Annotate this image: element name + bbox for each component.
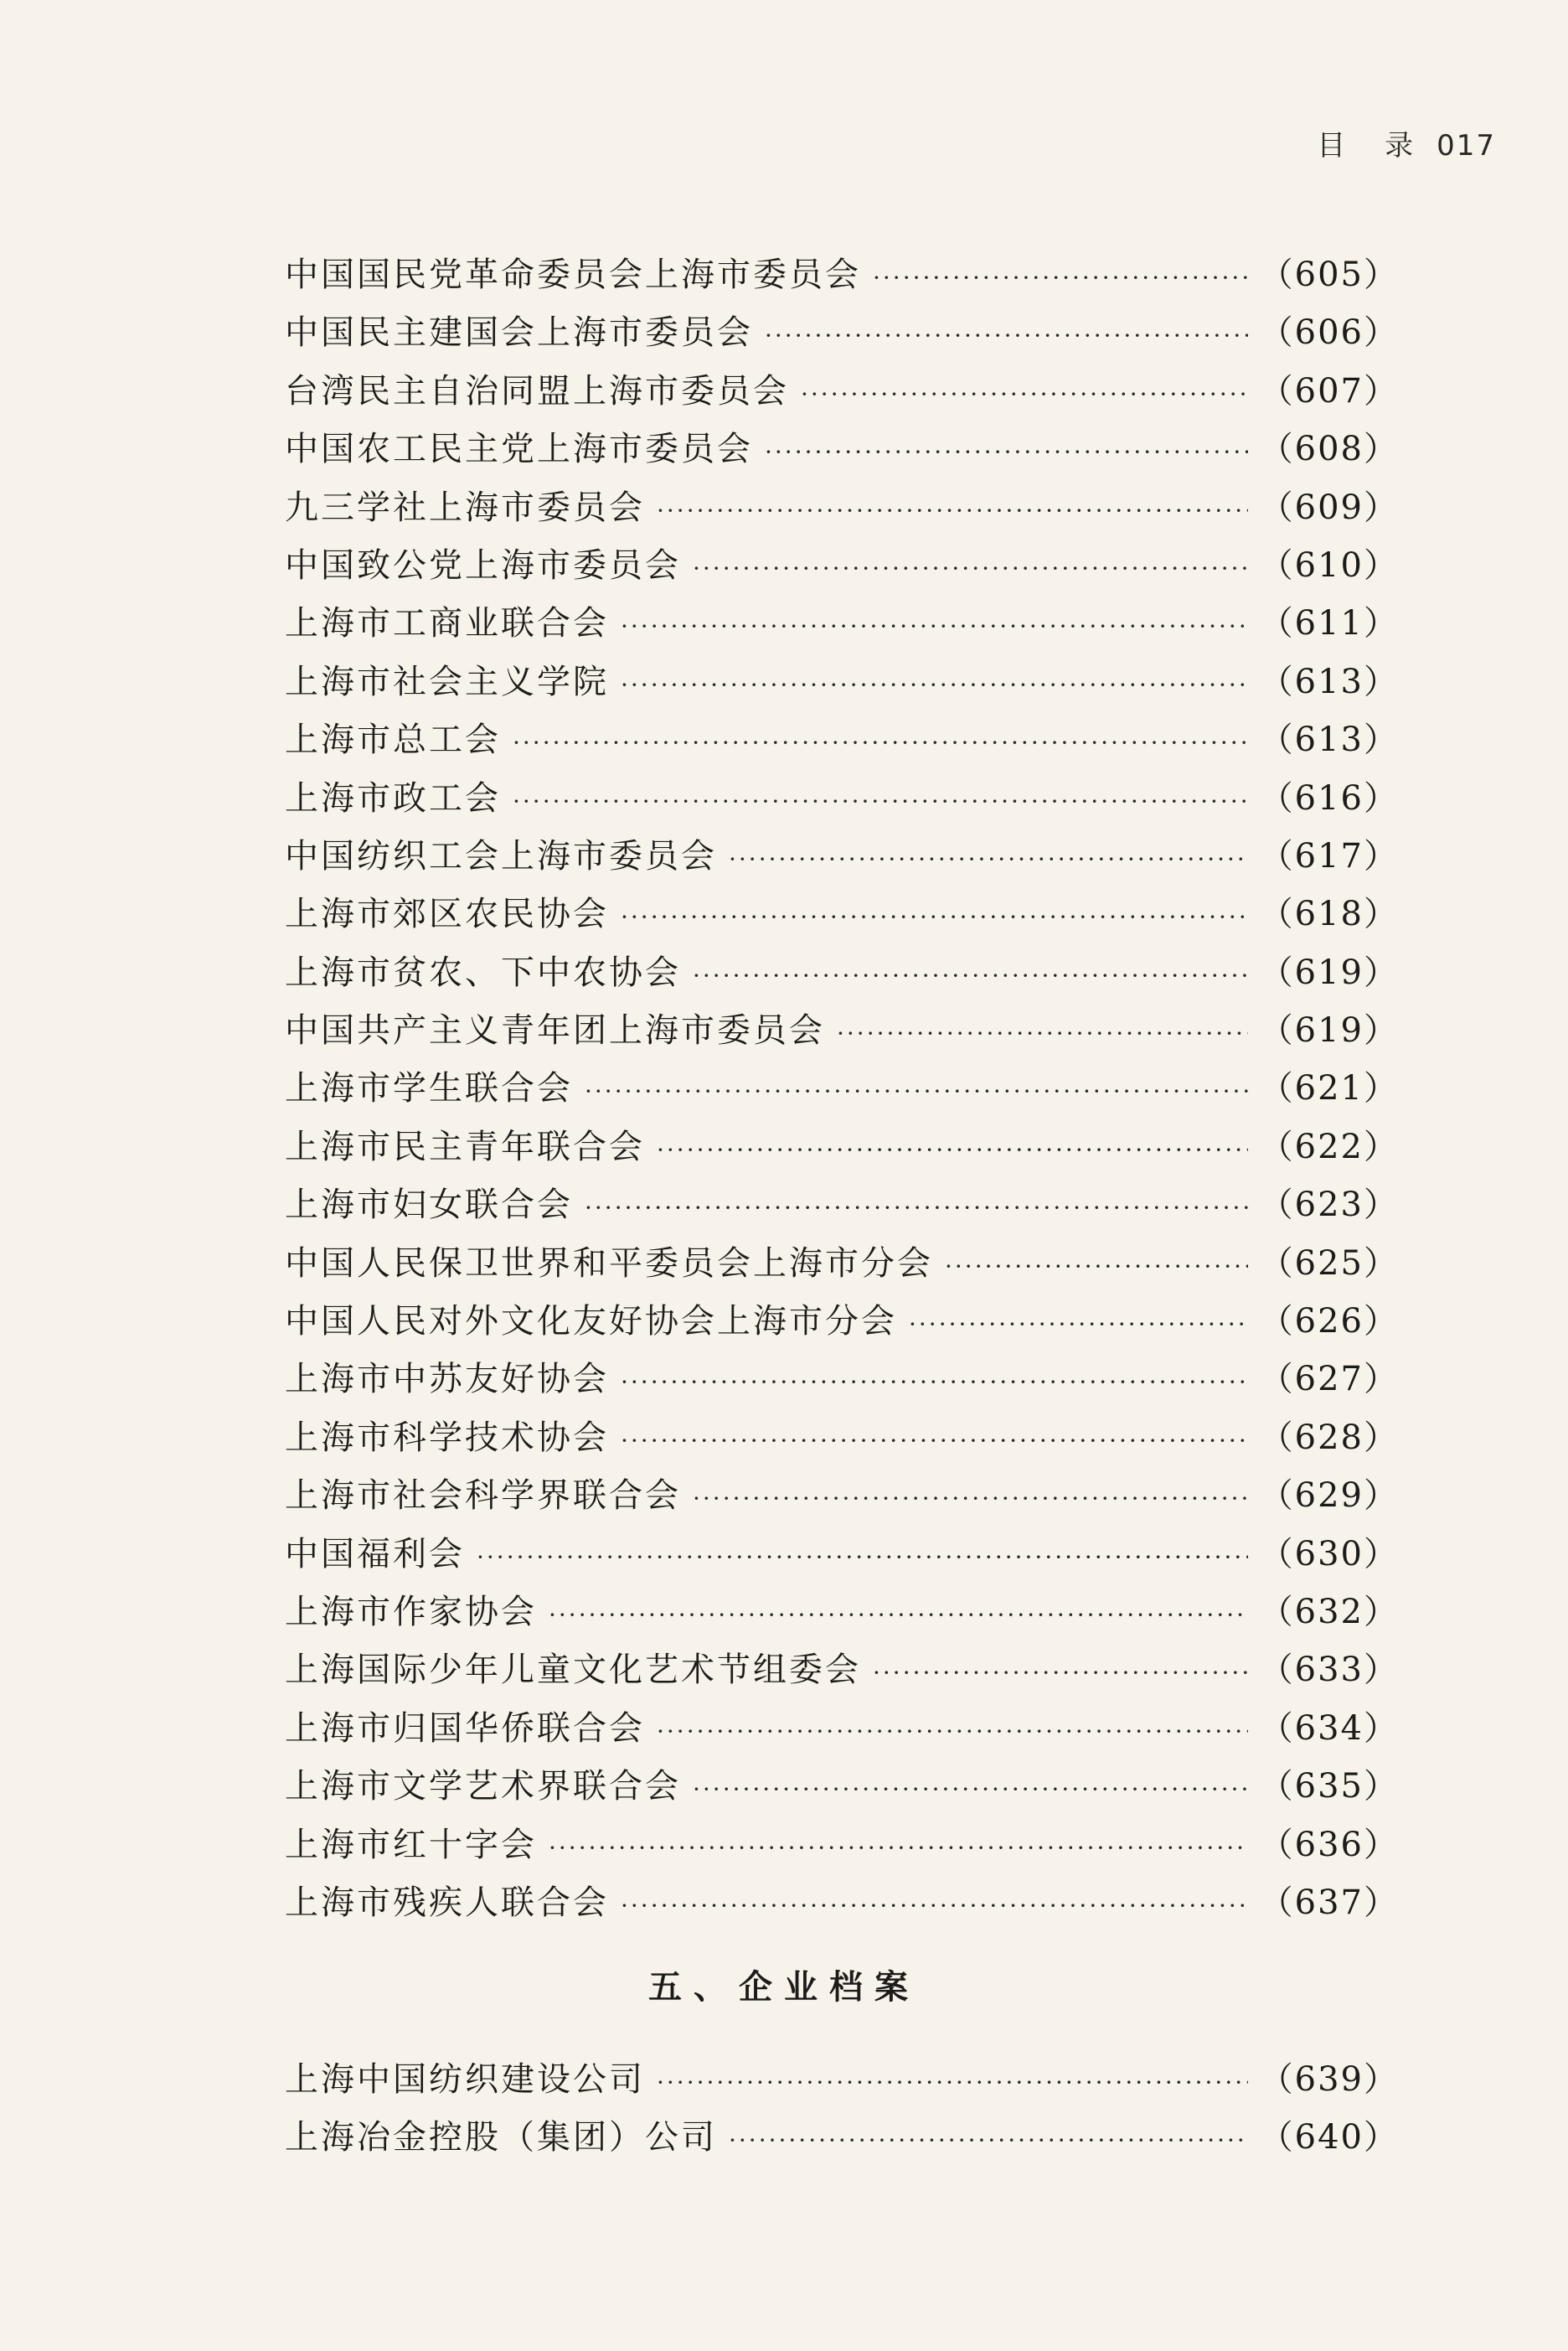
toc-entry-page-number: （610） <box>1259 545 1399 585</box>
toc-entry-page-number: （608） <box>1259 430 1399 469</box>
toc-entry-page-number: （636） <box>1259 1825 1399 1864</box>
dot-leader <box>873 1659 1248 1687</box>
toc-entry-title: 上海市中苏友好协会 <box>285 1360 609 1399</box>
toc-entry-title: 上海市工商业联合会 <box>285 604 609 643</box>
dot-leader <box>657 497 1248 524</box>
toc-entry-page-number: （621） <box>1259 1069 1399 1108</box>
toc-entry-page-number: （639） <box>1259 2060 1399 2099</box>
dot-leader <box>873 264 1248 292</box>
dot-leader <box>801 380 1248 408</box>
toc-entry-title: 中国纺织工会上海市委员会 <box>285 836 717 876</box>
toc-entry-page-number: （640） <box>1259 2118 1399 2157</box>
toc-entry <box>285 1004 1399 1062</box>
toc-entry-page-number: （619） <box>1259 1011 1399 1051</box>
toc-list-enterprises <box>285 2053 1399 2169</box>
dot-leader <box>765 438 1248 466</box>
toc-entry <box>285 306 1399 364</box>
toc-entry-page-number: （616） <box>1259 778 1399 818</box>
toc-entry-title: 上海市民主青年联合会 <box>285 1127 645 1166</box>
toc-entry <box>285 829 1399 887</box>
dot-leader <box>513 729 1248 757</box>
dot-leader <box>585 1194 1248 1222</box>
toc-entry-title: 上海冶金控股（集团）公司 <box>285 2118 717 2157</box>
dot-leader <box>657 2069 1248 2096</box>
dot-leader <box>837 1020 1248 1047</box>
toc-entry <box>285 1120 1399 1178</box>
toc-entry <box>285 1469 1399 1527</box>
toc-entry-title: 上海中国纺织建设公司 <box>285 2060 645 2099</box>
dot-leader <box>945 1253 1248 1280</box>
dot-leader <box>657 1718 1248 1745</box>
toc-entry <box>285 1062 1399 1119</box>
toc-entry-page-number: （629） <box>1259 1476 1399 1516</box>
toc-entry-title: 上海市残疾人联合会 <box>285 1883 609 1922</box>
toc-entry-page-number: （617） <box>1259 836 1399 876</box>
toc-entry-page-number: （637） <box>1259 1883 1399 1922</box>
toc-entry-title: 上海市科学技术协会 <box>285 1418 609 1457</box>
dot-leader <box>909 1310 1248 1338</box>
header-page-number: 017 <box>1436 129 1496 163</box>
toc-entry <box>285 1585 1399 1643</box>
toc-entry-page-number: （628） <box>1259 1418 1399 1457</box>
toc-entry-page-number: （630） <box>1259 1534 1399 1573</box>
dot-leader <box>621 1368 1248 1396</box>
toc-entry-page-number: （611） <box>1259 604 1399 643</box>
dot-leader <box>693 962 1248 989</box>
toc-entry <box>285 655 1399 713</box>
dot-leader <box>693 1485 1248 1512</box>
dot-leader <box>621 671 1248 699</box>
toc-entry-title: 九三学社上海市委员会 <box>285 488 645 527</box>
toc-entry <box>285 946 1399 1004</box>
section-heading: 五、企业档案 <box>648 1968 920 2007</box>
dot-leader <box>477 1543 1248 1571</box>
toc-entry <box>285 1643 1399 1701</box>
toc-entry <box>285 772 1399 829</box>
toc-entry-page-number: （623） <box>1259 1186 1399 1225</box>
toc-entry-page-number: （605） <box>1259 256 1399 294</box>
toc-entry <box>285 481 1399 539</box>
running-header <box>1317 122 1496 163</box>
toc-entry-page-number: （635） <box>1259 1767 1399 1806</box>
toc-entry <box>285 422 1399 480</box>
toc-entry <box>285 597 1399 654</box>
toc-entry <box>285 1352 1399 1410</box>
toc-entry-title: 中国国民党革命委员会上海市委员会 <box>285 256 861 294</box>
toc-entry-title: 上海市政工会 <box>285 778 501 818</box>
toc-entry <box>285 248 1399 306</box>
toc-entry-title: 上海市红十字会 <box>285 1825 537 1864</box>
toc-entry-page-number: （618） <box>1259 895 1399 934</box>
toc-entry-title: 中国共产主义青年团上海市委员会 <box>285 1011 825 1051</box>
toc-entry-page-number: （634） <box>1259 1708 1399 1748</box>
toc-entry-page-number: （619） <box>1259 953 1399 992</box>
dot-leader <box>585 1077 1248 1105</box>
toc-entry-title: 上海市总工会 <box>285 721 501 760</box>
toc-entry-page-number: （607） <box>1259 371 1399 411</box>
toc-entry-page-number: （625） <box>1259 1243 1399 1283</box>
dot-leader <box>549 1601 1248 1629</box>
dot-leader <box>621 1427 1248 1455</box>
toc-entry <box>285 1759 1399 1817</box>
toc-entry <box>285 2111 1399 2168</box>
toc-entry-title: 上海市郊区农民协会 <box>285 895 609 934</box>
toc-entry-title: 上海市社会主义学院 <box>285 662 609 701</box>
dot-leader <box>549 1834 1248 1862</box>
toc-list-organizations <box>285 248 1399 1934</box>
toc-entry <box>285 1702 1399 1759</box>
toc-entry <box>285 1411 1399 1469</box>
toc-entry <box>285 713 1399 771</box>
dot-leader <box>693 1775 1248 1803</box>
toc-entry-page-number: （627） <box>1259 1360 1399 1399</box>
toc-entry <box>285 1294 1399 1352</box>
toc-entry-title: 上海国际少年儿童文化艺术节组委会 <box>285 1651 861 1690</box>
header-section-label: 目 录 <box>1317 129 1429 163</box>
toc-entry <box>285 1818 1399 1876</box>
dot-leader <box>513 788 1248 815</box>
toc-entry <box>285 887 1399 945</box>
toc-entry-title: 中国人民对外文化友好协会上海市分会 <box>285 1302 897 1341</box>
toc-entry-title: 上海市妇女联合会 <box>285 1186 573 1225</box>
dot-leader <box>729 845 1248 873</box>
toc-entry <box>285 539 1399 597</box>
toc-entry <box>285 1527 1399 1585</box>
dot-leader <box>621 903 1248 931</box>
toc-entry-title: 中国致公党上海市委员会 <box>285 545 681 585</box>
toc-entry-title: 中国人民保卫世界和平委员会上海市分会 <box>285 1243 933 1283</box>
toc-entry <box>285 2053 1399 2111</box>
dot-leader <box>693 555 1248 582</box>
toc-entry-page-number: （622） <box>1259 1127 1399 1166</box>
dot-leader <box>621 1892 1248 1920</box>
toc-entry <box>285 1237 1399 1294</box>
toc-entry-page-number: （609） <box>1259 488 1399 527</box>
toc-entry-title: 上海市作家协会 <box>285 1592 537 1631</box>
toc-entry-title: 中国农工民主党上海市委员会 <box>285 430 753 469</box>
dot-leader <box>657 1136 1248 1164</box>
dot-leader <box>729 2126 1248 2154</box>
toc-entry-title: 上海市学生联合会 <box>285 1069 573 1108</box>
toc-entry <box>285 364 1399 422</box>
toc-entry-title: 上海市归国华侨联合会 <box>285 1708 645 1748</box>
toc-entry-title: 中国福利会 <box>285 1534 465 1573</box>
toc-entry-title: 上海市社会科学界联合会 <box>285 1476 681 1516</box>
toc-entry-page-number: （626） <box>1259 1302 1399 1341</box>
toc-entry-title: 台湾民主自治同盟上海市委员会 <box>285 371 789 411</box>
toc-entry <box>285 1178 1399 1236</box>
toc-entry-title: 上海市文学艺术界联合会 <box>285 1767 681 1806</box>
toc-entry-page-number: （613） <box>1259 662 1399 701</box>
toc-entry-title: 中国民主建国会上海市委员会 <box>285 313 753 353</box>
toc-entry-title: 上海市贫农、下中农协会 <box>285 953 681 992</box>
dot-leader <box>621 612 1248 640</box>
toc-entry-page-number: （613） <box>1259 721 1399 760</box>
toc-entry-page-number: （633） <box>1259 1651 1399 1690</box>
toc-entry-page-number: （606） <box>1259 313 1399 353</box>
toc-entry-page-number: （632） <box>1259 1592 1399 1631</box>
toc-entry <box>285 1876 1399 1934</box>
dot-leader <box>765 322 1248 349</box>
